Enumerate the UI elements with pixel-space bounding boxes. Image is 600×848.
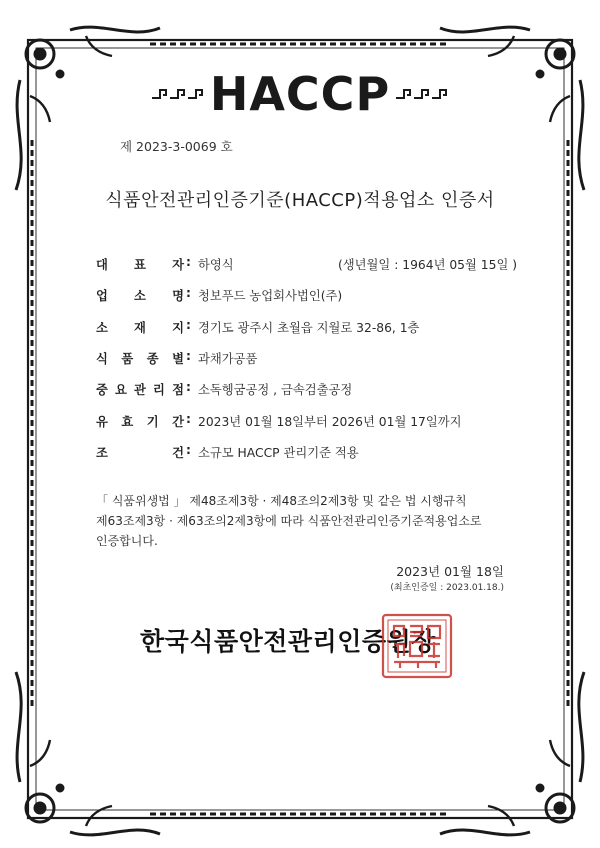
- birth-date: (생년월일 : 1964년 05월 15일 ): [338, 258, 518, 272]
- field-label: 식 품 종 별: [96, 352, 184, 366]
- corner-ornament-bottom-right: [440, 672, 584, 835]
- field-value: 청보푸드 농업회사법인(주): [198, 289, 343, 303]
- field-row-validity-period: 유 효 기 간 : 2023년 01월 18일부터 2026년 01월 17일까지: [96, 412, 462, 429]
- field-label: 대 표 자: [96, 258, 184, 272]
- field-row-condition: 조 건 : 소규모 HACCP 관리기준 적용: [96, 443, 359, 460]
- certificate-title: 식품안전관리인증기준(HACCP)적용업소 인증서: [105, 190, 495, 211]
- field-row-address: 소 재 지 : 경기도 광주시 초월읍 지월로 32-86, 1층: [96, 318, 420, 335]
- field-row-representative: 대 표 자 : 하영식 (생년월일 : 1964년 05월 15일 ): [96, 255, 518, 272]
- field-label: 업 소 명: [96, 289, 184, 303]
- certificate-number: 제 2023-3-0069 호: [120, 139, 233, 154]
- field-value: 소독헹굼공정 , 금속검출공정: [198, 383, 353, 397]
- statement-line-3: 인증합니다.: [96, 534, 158, 548]
- haccp-heading: [0, 66, 600, 126]
- corner-ornament-bottom-left: [16, 672, 160, 835]
- field-label: 유 효 기 간: [96, 415, 184, 429]
- first-certification-date: (최초인증일 : 2023.01.18.): [390, 583, 504, 593]
- field-label: 중 요 관 리 점: [96, 383, 184, 397]
- field-value: 하영식: [198, 258, 234, 272]
- field-row-critical-control-point: 중 요 관 리 점 : 소독헹굼공정 , 금속검출공정: [96, 380, 353, 397]
- certification-statement: [96, 491, 508, 551]
- official-seal-icon: [380, 612, 454, 680]
- field-value: 소규모 HACCP 관리기준 적용: [198, 446, 359, 460]
- field-value: 경기도 광주시 초월읍 지월로 32-86, 1층: [198, 321, 420, 335]
- issue-date: 2023년 01월 18일: [396, 564, 504, 579]
- field-value: 과채가공품: [198, 352, 258, 366]
- meander-ornament-right: [396, 86, 448, 100]
- statement-line-1: 「 식품위생법 」 제48조제3항 · 제48조의2제3항 및 같은 법 시행규칙: [96, 494, 467, 508]
- statement-line-2: 제63조제3항 · 제63조의2제3항에 따라 식품안전관리인증기준적용업소로: [96, 514, 482, 528]
- field-label: 조 건: [96, 446, 184, 460]
- haccp-logo-text: HACCP: [209, 67, 391, 121]
- field-row-business-name: 업 소 명 : 청보푸드 농업회사법인(주): [96, 286, 343, 303]
- field-label: 소 재 지: [96, 321, 184, 335]
- issuer-name: 한국식품안전관리인증원장: [140, 627, 436, 656]
- field-value: 2023년 01월 18일부터 2026년 01월 17일까지: [198, 415, 462, 429]
- field-row-food-type: 식 품 종 별 : 과채가공품: [96, 349, 258, 366]
